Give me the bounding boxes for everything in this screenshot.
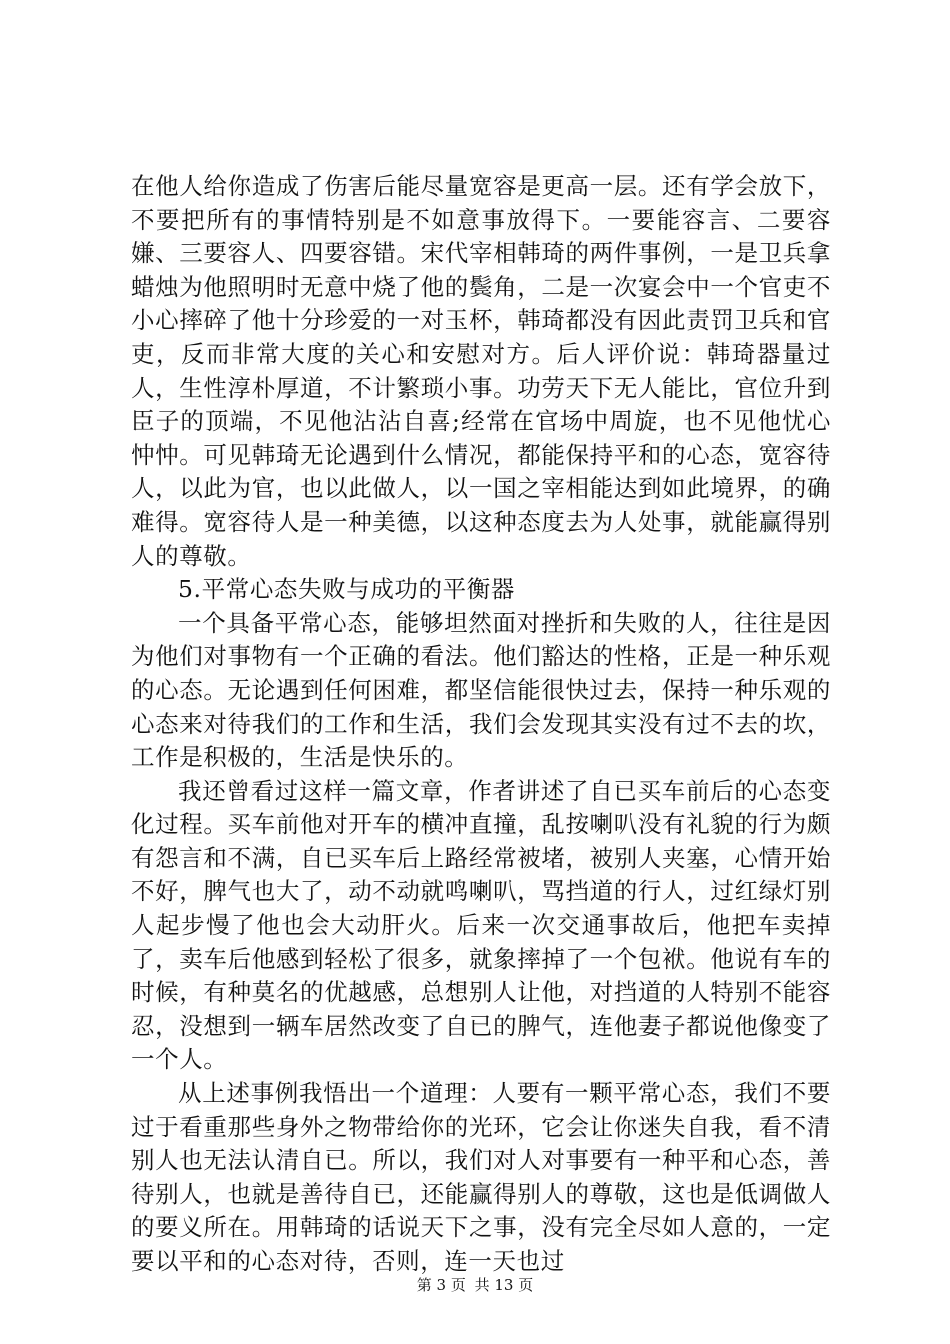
paragraph-1: 在他人给你造成了伤害后能尽量宽容是更高一层。还有学会放下，不要把所有的事情特别是不如意事放得下。一要能容言、二要容嫌、三要容人、四要容错。宋代宰相韩琦的两件事例，一是卫兵拿蜡烛为他照明时无意中烧了他的鬓角，二是一次宴会中一个官吏不小心摔碎了他十分珍爱的一对玉杯，韩琦都没有因此责罚卫兵和官吏，反而非常大度的关心和安慰对方。后人评价说：韩琦器量过人，生性淳朴厚道，不计繁琐小事。功劳天下无人能比，官位升到臣子的顶端，不见他沾沾自喜;经常在官场中周旋，也不见他忧心忡忡。可见韩琦无论遇到什么情况，都能保持平和的心态，宽容待人，以此为官，也以此做人，以一国之宰相能达到如此境界，的确难得。宽容待人是一种美德，以这种态度去为人处事，就能赢得别人的尊敬。 — [131, 172, 831, 570]
paragraph-4: 从上述事例我悟出一个道理：人要有一颗平常心态，我们不要过于看重那些身外之物带给你的光环，它会让你迷失自我，看不清别人也无法认清自已。所以，我们对人对事要有一种平和心态，善待别人，也就是善待自已，还能赢得别人的尊敬，这也是低调做人的要义所在。用韩琦的话说天下之事，没有完全尽如人意的，一定要以平和的心态对待，否则，连一天也过 — [131, 1079, 831, 1275]
page-total: 共 13 页 — [474, 1276, 534, 1294]
page-footer — [0, 1274, 950, 1295]
paragraph-3: 我还曾看过这样一篇文章，作者讲述了自已买车前后的心态变化过程。买车前他对开车的横冲直撞，乱按喇叭没有礼貌的行为颇有怨言和不满，自已买车后上路经常被堵，被别人夹塞，心情开始不好，脾气也大了，动不动就鸣喇叭，骂挡道的行人，过红绿灯别人起步慢了他也会大动肝火。后来一次交通事故后，他把车卖掉了，卖车后他感到轻松了很多，就象摔掉了一个包袱。他说有车的时候，有种莫名的优越感，总想别人让他，对挡道的人特别不能容忍，没想到一辆车居然改变了自已的脾气，连他妻子都说他像变了一个人。 — [131, 776, 831, 1074]
document-body — [131, 170, 831, 1279]
paragraph-2: 一个具备平常心态，能够坦然面对挫折和失败的人，往往是因为他们对事物有一个正确的看法。他们豁达的性格，正是一种乐观的心态。无论遇到任何困难，都坚信能很快过去，保持一种乐观的心态来对待我们的工作和生活，我们会发现其实没有过不去的坎，工作是积极的，生活是快乐的。 — [131, 608, 831, 772]
page-number: 第 3 页 — [416, 1276, 466, 1294]
section-heading: 5.平常心态失败与成功的平衡器 — [178, 575, 515, 604]
